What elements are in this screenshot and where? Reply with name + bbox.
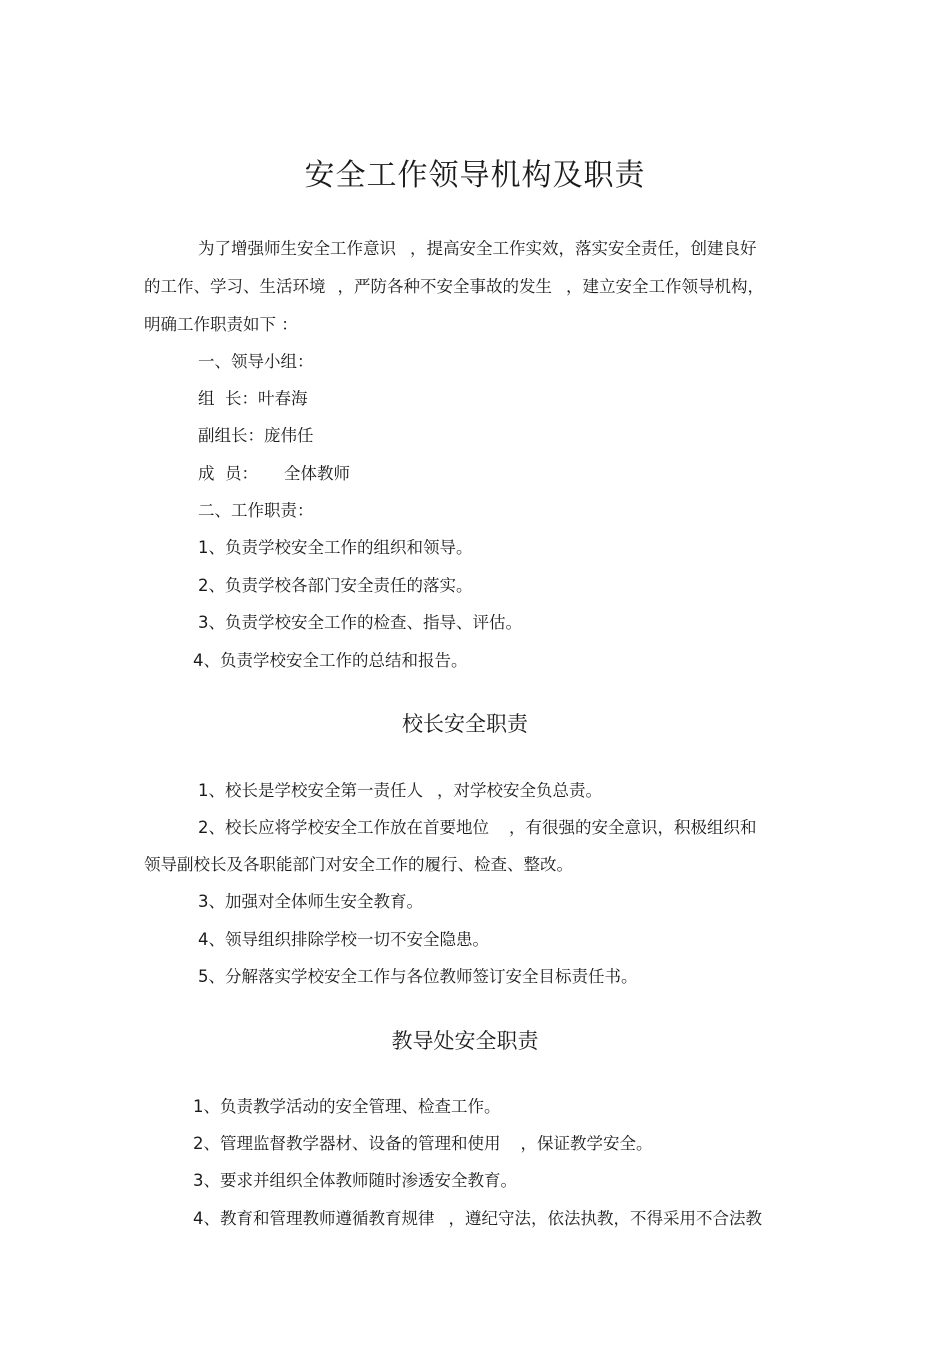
- leader-row: [198, 387, 308, 411]
- intro-line-1-part-a: 为了增强师生安全工作意识: [198, 239, 396, 258]
- deputy-label: 副组长：: [198, 426, 264, 445]
- deputy-name: 庞伟任: [264, 426, 314, 445]
- deputy-row: [198, 424, 314, 448]
- principal-item-1: [198, 779, 602, 803]
- leader-name: 叶春海: [258, 389, 308, 408]
- academic-item-2-part-a: 2、管理监督教学器材、设备的管理和使用: [193, 1134, 501, 1153]
- principal-item-1-part-b: ，对学校安全负总责。: [437, 781, 602, 800]
- leader-label: 组 长：: [198, 389, 258, 408]
- duty-item: 3、负责学校安全工作的检查、指导、评估。: [198, 613, 522, 632]
- members-value: 全体教师: [284, 464, 350, 483]
- academic-item-2: [193, 1132, 653, 1156]
- principal-item-3: 3、加强对全体师生安全教育。: [198, 892, 423, 911]
- academic-item-4-part-a: 4、教育和管理教师遵循教育规律: [193, 1209, 435, 1228]
- document-title: 安全工作领导机构及职责: [304, 158, 646, 193]
- intro-line-1-part-b: ，提高安全工作实效，落实安全责任，创建良好: [410, 239, 757, 258]
- intro-line-3: 明确工作职责如下 ：: [144, 315, 298, 334]
- academic-item-2-part-b: ，保证教学安全。: [520, 1134, 653, 1153]
- academic-item-4: [193, 1207, 762, 1231]
- principal-item-4: 4、领导组织排除学校一切不安全隐患。: [198, 930, 489, 949]
- academic-item-3: 3、要求并组织全体教师随时渗透安全教育。: [193, 1171, 517, 1190]
- leadership-heading: 一、领导小组：: [198, 352, 314, 371]
- duty-item: 4、负责学校安全工作的总结和报告。: [193, 651, 468, 670]
- intro-line-2-part-b: ，严防各种不安全事故的发生: [337, 277, 552, 296]
- principal-item-5: 5、分解落实学校安全工作与各位教师签订安全目标责任书。: [198, 967, 638, 986]
- intro-line-2-part-a: 的工作、学习、生活环境: [144, 277, 326, 296]
- intro-line-1: [198, 237, 757, 261]
- principal-item-2-part-b: ，有很强的安全意识，积极组织和: [509, 818, 757, 837]
- principal-item-2: [198, 816, 757, 840]
- members-row: [198, 462, 350, 486]
- principal-item-2-part-a: 2、校长应将学校安全工作放在首要地位: [198, 818, 489, 837]
- academic-item-4-part-b: ，遵纪守法，依法执教，不得采用不合法教: [448, 1209, 762, 1228]
- principal-item-1-part-a: 1、校长是学校安全第一责任人: [198, 781, 423, 800]
- intro-line-2: [144, 275, 764, 299]
- duty-item: 2、负责学校各部门安全责任的落实。: [198, 576, 473, 595]
- duties-heading: 二、工作职责：: [198, 501, 314, 520]
- members-label: 成 员：: [198, 464, 258, 483]
- intro-line-2-part-c: ，建立安全工作领导机构，: [566, 277, 764, 296]
- academic-item-1: 1、负责教学活动的安全管理、检查工作。: [193, 1097, 501, 1116]
- academic-section-heading: 教导处安全职责: [391, 1029, 539, 1053]
- duty-item: 1、负责学校安全工作的组织和领导。: [198, 538, 473, 557]
- principal-section-heading: 校长安全职责: [402, 712, 528, 736]
- principal-item-2-continued: 领导副校长及各职能部门对安全工作的履行、检查、整改。: [144, 855, 573, 874]
